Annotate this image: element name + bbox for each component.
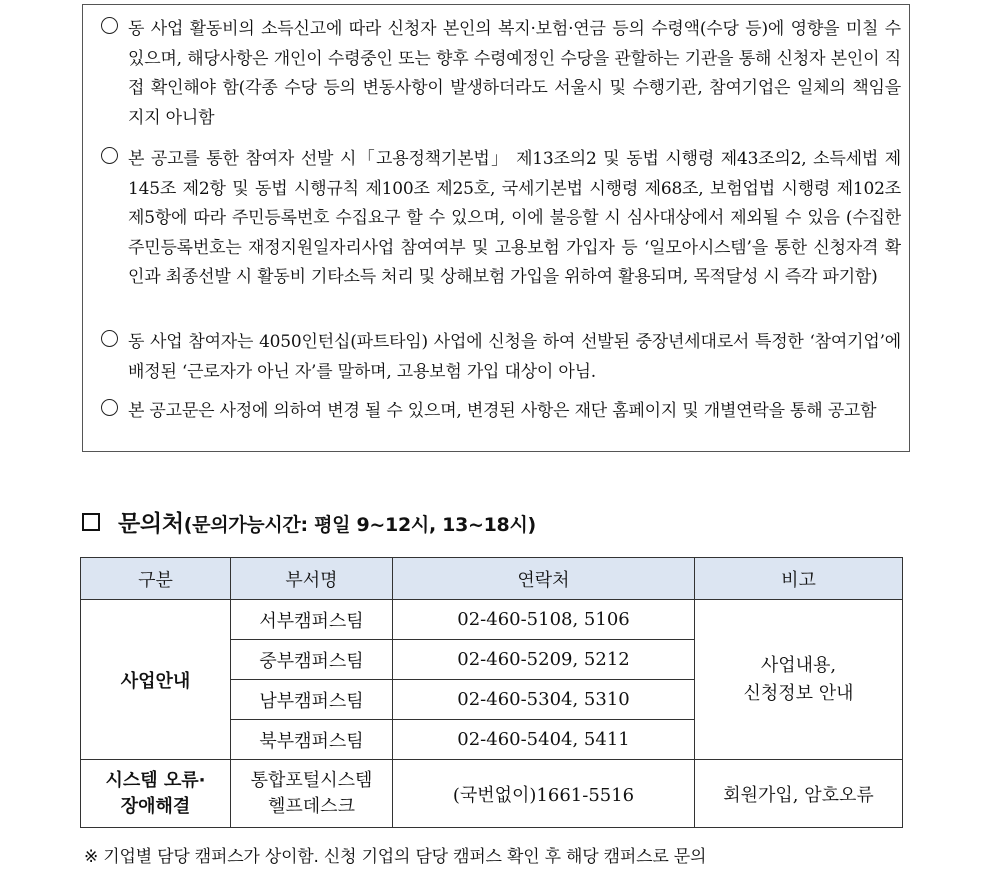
notice-item [101, 328, 901, 387]
table-row [81, 600, 903, 640]
section-title-main: 문의처 [118, 510, 184, 537]
circle-bullet-icon [101, 17, 118, 34]
notice-item [101, 15, 901, 133]
remark-line: 신청정보 안내 [743, 682, 854, 704]
dept-cell: 중부캠퍼스팀 [231, 640, 393, 680]
notice-text: 동 사업 참여자는 4050인턴십(파트타임) 사업에 신청을 하여 선발된 중장년세대로서 특정한 ‘참여기업’에 배정된 ‘근로자가 아닌 자’를 말하며, 고용보험 가입 대상이 아님. [128, 332, 901, 382]
circle-bullet-icon [101, 330, 118, 347]
notice-text: 본 공고를 통한 참여자 선발 시「고용정책기본법」 제13조의2 및 동법 시행령 제43조의2, 소득세법 제145조 제2항 및 동법 시행규칙 제100조 제25호, 국세기본법 시행령 제68조, 보험업법 시행령 제102조 제5항에 따라 주민등록번호 수집요구 할 수 있으며, 이에 불응할 시 심사대상에서 제외될 수 있음 (수집한 주민등록번호는 재정지원일자리사업 참여여부 및 고용보험 가입자 등 ‘일모아시스템’을 통한 신청자격 확인과 최종선발 시 활동비 기타소득 처리 및 상해보험 가입을 위하여 활용되며, 목적달성 시 즉각 파기함) [128, 149, 901, 287]
header-category: 구분 [81, 558, 231, 600]
contact-cell: 02-460-5304, 5310 [393, 680, 695, 720]
table-header-row [81, 558, 903, 600]
contact-section-heading [82, 506, 536, 536]
section-subtitle: (문의가능시간: 평일 9~12시, 13~18시) [183, 513, 536, 536]
notice-item [101, 145, 901, 293]
notice-text: 동 사업 활동비의 소득신고에 따라 신청자 본인의 복지·보험·연금 등의 수령액(수당 등)에 영향을 미칠 수 있으며, 해당사항은 개인이 수령중인 또는 향후 수령예정인 수당을 관할하는 기관을 통해 신청자 본인이 직접 확인해야 함(각종 수당 등의 변동사항이 발생하더라도 서울시 및 수행기관, 참여기업은 일체의 책임을 지지 아니함 [128, 19, 901, 128]
notice-box [82, 4, 910, 452]
square-bullet-icon [82, 513, 100, 531]
notice-text: 본 공고문은 사정에 의하여 변경 될 수 있으며, 변경된 사항은 재단 홈페이지 및 개별연락을 통해 공고함 [128, 401, 877, 421]
remark-cell: 회원가입, 암호오류 [695, 760, 903, 828]
group-label-line: 시스템 오류· [105, 769, 206, 791]
circle-bullet-icon [101, 147, 118, 164]
group-system-error [81, 760, 231, 828]
remark-cell [695, 600, 903, 760]
dept-line: 헬프데스크 [268, 795, 355, 817]
section-title [118, 505, 536, 538]
group-business-info: 사업안내 [81, 600, 231, 760]
dept-cell: 서부캠퍼스팀 [231, 600, 393, 640]
dept-line: 통합포털시스템 [250, 769, 373, 791]
group-label-line: 장애해결 [120, 795, 191, 817]
header-contact: 연락처 [393, 558, 695, 600]
circle-bullet-icon [101, 399, 118, 416]
remark-line: 사업내용, [760, 654, 837, 676]
contact-cell: (국번없이)1661-5516 [393, 760, 695, 828]
notice-item [101, 397, 901, 427]
header-remark: 비고 [695, 558, 903, 600]
dept-cell: 남부캠퍼스팀 [231, 680, 393, 720]
contact-cell: 02-460-5404, 5411 [393, 720, 695, 760]
table-row [81, 760, 903, 828]
footnote: ※ 기업별 담당 캠퍼스가 상이함. 신청 기업의 담당 캠퍼스 확인 후 해당 캠퍼스로 문의 [84, 847, 707, 867]
contact-cell: 02-460-5209, 5212 [393, 640, 695, 680]
contact-table [80, 557, 903, 828]
contact-cell: 02-460-5108, 5106 [393, 600, 695, 640]
dept-cell: 북부캠퍼스팀 [231, 720, 393, 760]
header-department: 부서명 [231, 558, 393, 600]
dept-cell [231, 760, 393, 828]
